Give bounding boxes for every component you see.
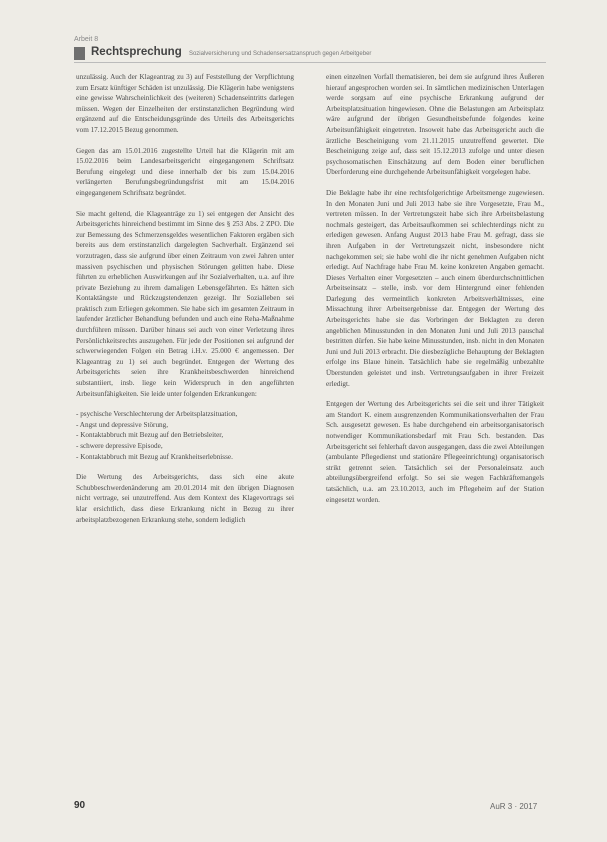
left-paragraph-3: Sie macht geltend, die Klageanträge zu 1) sei entgegen der Ansicht des Arbeitsgerichts hinreichend bestimmt im Sinne des § 253 Abs. 2 ZPO. Die zur Bemessung des Schmerzensgeldes wesentlichen Faktoren ergäben sich bereits aus dem erstinstanzlich dargelegten Sachverhalt. Ergänzend sei vorzutragen, dass sie aufgrund über einen Zeitraum von zwei Jahren unter massiven psychischen und physischen Störungen gelitten habe. Diese führten zu erheblichen Auswirkungen auf ihr Sozialverhalten, u.a. auf ihre private Beziehung zu ihrem damaligen Lebensgefährten. Es hätten sich Kontaktängste und Rückzugstendenzen gezeigt. Ihr Sozialleben sei praktisch zum Erliegen gekommen. Sie habe sich im gesamten Zeitraum in laufender ärztlicher Behandlung befunden und auch eine Reha-Maßnahme durchführen müssen. Darüber hinaus sei auch von einer Verletzung ihres Persönlichkeitsrechts auszugehen. Für jede der Positionen sei aufgrund der schwerwiegenden Folgen ein Betrag i.H.v. 25.000 € angemessen. Der Klageantrag zu 1) sei auch begründet. Entgegen der Wertung des Arbeitsgerichts seien ihre Krankheitsbeschwerden hinreichend substantiiert, insb. liege kein Widerspruch in den angeführten Arbeitsunfähigkeiten. Sie leide unter folgenden Erkrankungen: <box>76 209 294 398</box>
list-item: - schwere depressive Episode, <box>76 442 163 450</box>
journal-reference: AuR 3 · 2017 <box>490 802 538 811</box>
page-number: 90 <box>74 800 86 811</box>
left-paragraph-2: Gegen das am 15.01.2016 zugestellte Urteil hat die Klägerin mit am 15.02.2016 beim Landesarbeitsgericht eingegangenem Schriftsatz Berufung eingelegt und diese innerhalb der bis zum 15.04.2016 verlängerten Berufungsbegründungsfrist mit am 15.04.2016 eingegangenem Schriftsatz begründet. <box>76 146 294 197</box>
list-item: - Kontaktabbruch mit Bezug auf den Betriebsleiter, <box>76 431 224 440</box>
section-title: Rechtsprechung <box>91 46 182 58</box>
diagnosis-list <box>76 409 294 462</box>
right-paragraph-1: einen einzelnen Vorfall thematisieren, bei dem sie aufgrund ihres Äußeren hierauf angesprochen worden sei. In sämtlichen medizinischen Unterlagen werde sorgsam auf eine psychische Erkrankung aufgrund der Arbeitsplatzsituation hingewiesen. Ohne die Belastungen am Arbeitsplatz wäre aufgrund der übrigen Gesundheitsbefunde folgendes keine Arbeitsunfähigkeit eingetreten. Insoweit habe das Arbeitsgericht auch die ärztliche Bescheinigung vom 21.11.2015 unzutreffend gewertet. Die Bescheinigung zeige auf, dass seit 15.12.2013 zufolge und unter diesen psychosomatischen Einschätzung auf dem Boden einer beruflichen Überforderung eine durchgehende Arbeitsunfähigkeit vorgelegen habe. <box>326 73 544 177</box>
list-item: - Kontaktabbruch mit Bezug auf Krankheitserlebnisse. <box>76 452 233 461</box>
section-subtitle: Sozialversicherung und Schadensersatzanspruch gegen Arbeitgeber <box>188 51 372 57</box>
right-paragraph-3: Entgegen der Wertung des Arbeitsgerichts sei die seit und ihrer Tätigkeit am Standort K. einem ausgrenzenden Kommunikationsverhalten der Frau Sch. ausgesetzt gewesen. Es habe durchgehend ein arbeitsorganisatorisch notwendiger Kommunikationsbedarf mit Frau Sch. bestanden. Das Arbeitsgericht sei fehlerhaft davon ausgegangen, dass die zwei Abteilungen (ambulante Pflegedienst und stationäre Pflegeeinrichtung) organisatorisch strikt getrennt seien. Tatsächlich sei der Personaleinsatz auch abteilungsübergreifend erfolgt. So sei sie wegen Fachkräftemangels tatsächlich, u.a. am 23.10.2013, auch im Pflegeheim auf der Station eingesetzt worden. <box>326 400 544 504</box>
right-paragraph-2: Die Beklagte habe ihr eine rechtsfolgerichtige Arbeitsmenge zugewiesen. In den Monaten Juni und Juli 2013 habe sie ihre Vorgesetzte, Frau M., vertreten müssen. In der Vertretungszeit habe sich ihre Arbeitsbelastung nochmals gesteigert, das Arbeitsaufkommen sei schlechterdings nicht zu erledigen gewesen. Anfang August 2013 habe Frau M. gefragt, dass sie ihren Aufgaben in der Vertretungszeit nicht, insbesondere nicht nachgekommen sei; sie habe wohl die ihr nicht genehmen Aufgaben nicht erledigt. Auf Nachfrage habe Frau M. keine konkreten Angaben gemacht. Dieses Verhalten einer Vorgesetzten – auch einem überdurchschnittlichen Arbeitseinsatz – stelle, insb. vor dem Hintergrund einer fehlenden Darlegung des vermeintlich konkreten Arbeitsverhältnisses, eine Missachtung ihrer Arbeitsergebnisse dar. Entgegen der Wertung des Arbeitsgerichts habe sie das Vorbringen der Beklagten zu deren angeblichen Minusstunden in den Monaten Juni und Juli 2013 pauschal bestritten dürfen. Sie habe keine Minusstunden, insb. nicht in den Monaten Juni und Juli 2013 erbracht. Die diesbezügliche Behauptung der Beklagten erfolge ins Blaue hinein. Tatsächlich habe sie regelmäßig unbezahlte Überstunden geleistet und insb. Vertretungsaufgaben in ihrer Freizeit erledigt. <box>326 188 544 388</box>
section-label: Arbeit 8 <box>74 36 99 43</box>
right-column <box>326 72 544 515</box>
header-divider <box>74 62 546 63</box>
left-paragraph-1: unzulässig. Auch der Klageantrag zu 3) auf Feststellung der Verpflichtung zum Ersatz künftiger Schäden ist unzulässig. Die Klägerin habe wenigstens eine gewisse Wahrscheinlichkeit des (weiteren) Schadenseintritts darlegen müssen. Wegen der Einzelheiten der erstinstanzlichen Begründung wird ergänzend auf die Entscheidungsgründe des Urteils des Arbeitsgerichts vom 17.12.2015 Bezug genommen. <box>76 73 294 134</box>
header-marker <box>74 47 85 60</box>
page-title <box>91 46 371 58</box>
list-item: - psychische Verschlechterung der Arbeitsplatzsituation, <box>76 410 238 419</box>
list-item: - Angst und depressive Störung, <box>76 420 169 429</box>
left-paragraph-4: Die Wertung des Arbeitsgerichts, dass sich eine akute Schubbeschwerdenänderung am 20.01.2014 mit den übrigen Diagnosen nicht vertrage, sei unzutreffend. Aus dem Kontext des Klagevortrags sei klar ersichtlich, dass diese Erkrankung nicht in Bezug zu ihrer arbeitsplatzbezogenen Erkrankung stehe, sondern lediglich <box>76 473 294 524</box>
left-column <box>76 72 294 535</box>
